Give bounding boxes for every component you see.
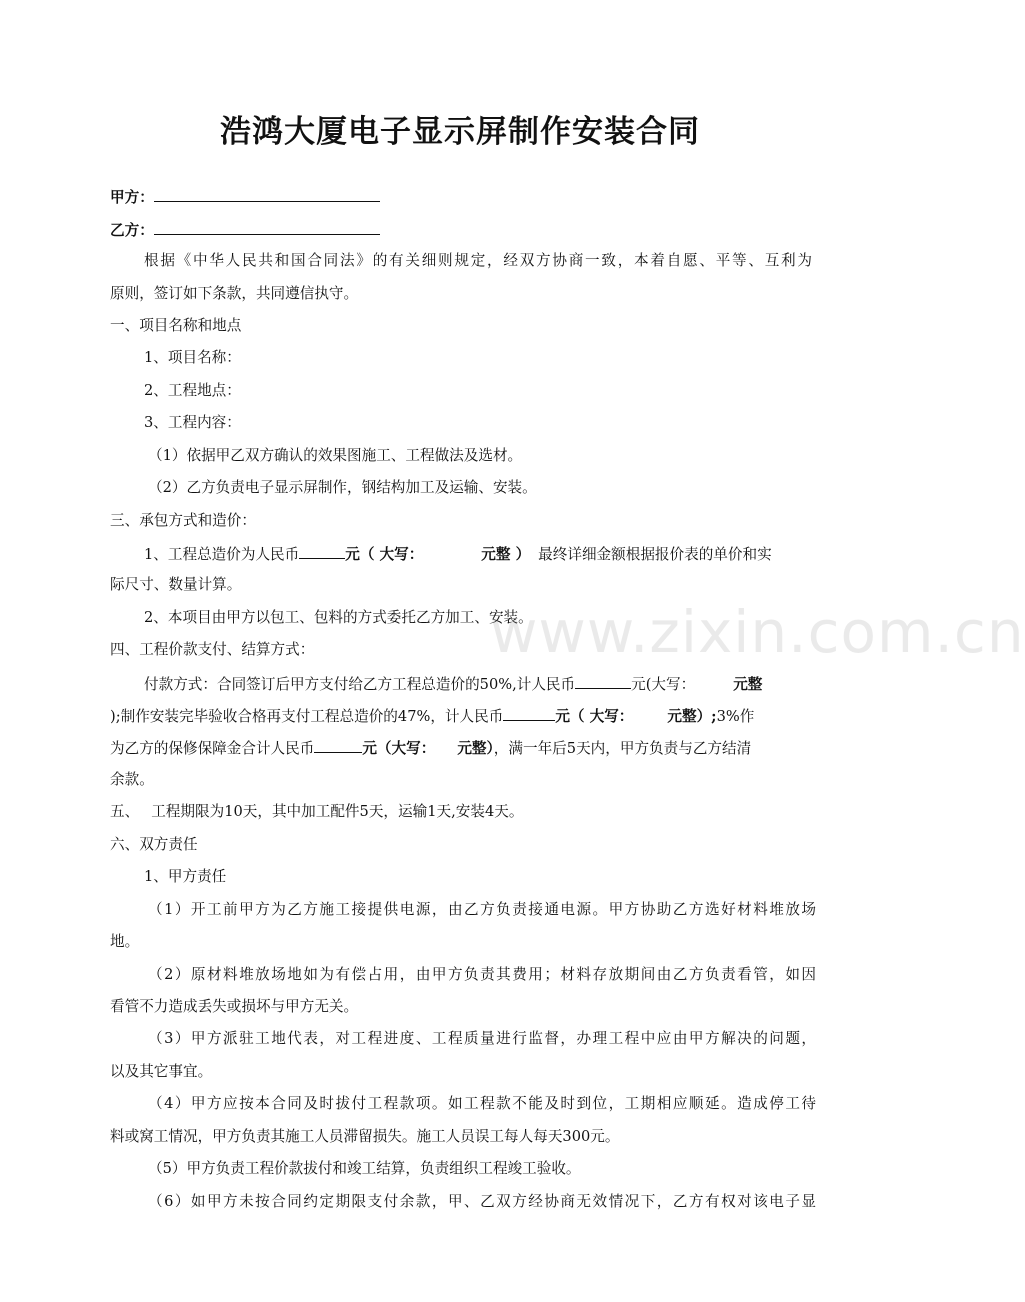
- project-name: 1、项目名称：: [144, 349, 241, 366]
- intro-line-1: 根据《中华人民共和国合同法》的有关细则规定，经双方协商一致，本着自愿、平等、互利为: [144, 252, 812, 269]
- section-4-heading: 四、工程价款支付、结算方式：: [110, 641, 315, 658]
- payment-blank-1: [575, 673, 631, 689]
- payment-line-2: );制作安装完毕验收合格再支付工程总造价的47%，计人民币 元（ 大写： 元整）;3%作: [110, 705, 754, 727]
- duty-4-line-1: （4）甲方应按本合同及时拔付工程款项。如工程款不能及时到位，工期相应顺延。造成停工待: [148, 1095, 816, 1112]
- duty-5: （5）甲方负责工程价款拔付和竣工结算，负责组织工程竣工验收。: [148, 1160, 581, 1177]
- duty-2-line-2: 看管不力造成丢失或损坏与甲方无关。: [110, 998, 359, 1015]
- project-content: 3、工程内容：: [144, 414, 241, 431]
- document-title: 浩鸿大厦电子显示屏制作安装合同: [220, 114, 700, 150]
- payment-blank-2: [503, 705, 555, 721]
- party-a-blank: [154, 186, 380, 202]
- payment-percent-2: 47%: [397, 708, 431, 725]
- payment-percent-1: 50%: [479, 676, 513, 693]
- duty-3-line-1: （3）甲方派驻工地代表，对工程进度、工程质量进行监督，办理工程中应由甲方解决的问题，: [148, 1030, 816, 1047]
- section-3-heading: 三、承包方式和造价：: [110, 512, 256, 529]
- duty-1-line-2: 地。: [110, 933, 140, 950]
- project-location: 2、工程地点：: [144, 382, 241, 399]
- party-b-line: [110, 219, 380, 241]
- duty-4-line-2: 料或窝工情况，甲方负责其施工人员滞留损失。施工人员误工每人每天300元。: [110, 1128, 620, 1145]
- section-6-heading: 六、双方责任: [110, 836, 198, 853]
- price-line-1: 1、工程总造价为人民币 元（ 大写： 元整 ） 最终详细金额根据报价表的单价和实: [144, 543, 772, 565]
- party-a-label: 甲方：: [110, 189, 154, 206]
- section-1-heading: 一、项目名称和地点: [110, 317, 242, 334]
- party-b-label: 乙方：: [110, 222, 154, 239]
- duty-3-line-2: 以及其它事宜。: [110, 1063, 213, 1080]
- duty-2-line-1: （2）原材料堆放场地如为有偿占用，由甲方负责其费用；材料存放期间由乙方负责看管，如因: [148, 966, 816, 983]
- payment-line-3: 为乙方的保修保障金合计人民币 元（大写： 元整），满一年后5天内，甲方负责与乙方结清: [110, 737, 751, 759]
- payment-percent-3: 3%: [716, 708, 740, 725]
- price-blank: [299, 543, 345, 559]
- duty-6-line-1: （6）如甲方未按合同约定期限支付余款，甲、乙双方经协商无效情况下，乙方有权对该电子显: [148, 1193, 816, 1210]
- party-b-blank: [154, 219, 380, 235]
- payment-blank-3: [314, 737, 362, 753]
- payment-line-1: 付款方式：合同签订后甲方支付给乙方工程总造价的50%,计人民币 元(大写： 元整: [144, 673, 762, 695]
- watermark: www.zixin.com.cn: [490, 598, 1025, 666]
- price-line-2: 际尺寸、数量计算。: [110, 576, 242, 593]
- content-item-2: （2）乙方负责电子显示屏制作，钢结构加工及运输、安装。: [148, 479, 537, 496]
- duty-1-line-1: （1）开工前甲方为乙方施工接提供电源，由乙方负责接通电源。甲方协助乙方选好材料堆放场: [148, 901, 816, 918]
- contract-method: 2、本项目由甲方以包工、包料的方式委托乙方加工、安装。: [144, 609, 533, 626]
- party-a-line: [110, 186, 380, 208]
- payment-line-4: 余款。: [110, 771, 154, 788]
- party-a-duties-heading: 1、甲方责任: [144, 868, 227, 885]
- content-item-1: （1）依据甲乙双方确认的效果图施工、工程做法及选材。: [148, 447, 523, 464]
- intro-line-2: 原则，签订如下条款，共同遵信执守。: [110, 285, 359, 302]
- section-5-duration: 五、 工程期限为10天，其中加工配件5天，运输1天,安装4天。: [110, 803, 524, 820]
